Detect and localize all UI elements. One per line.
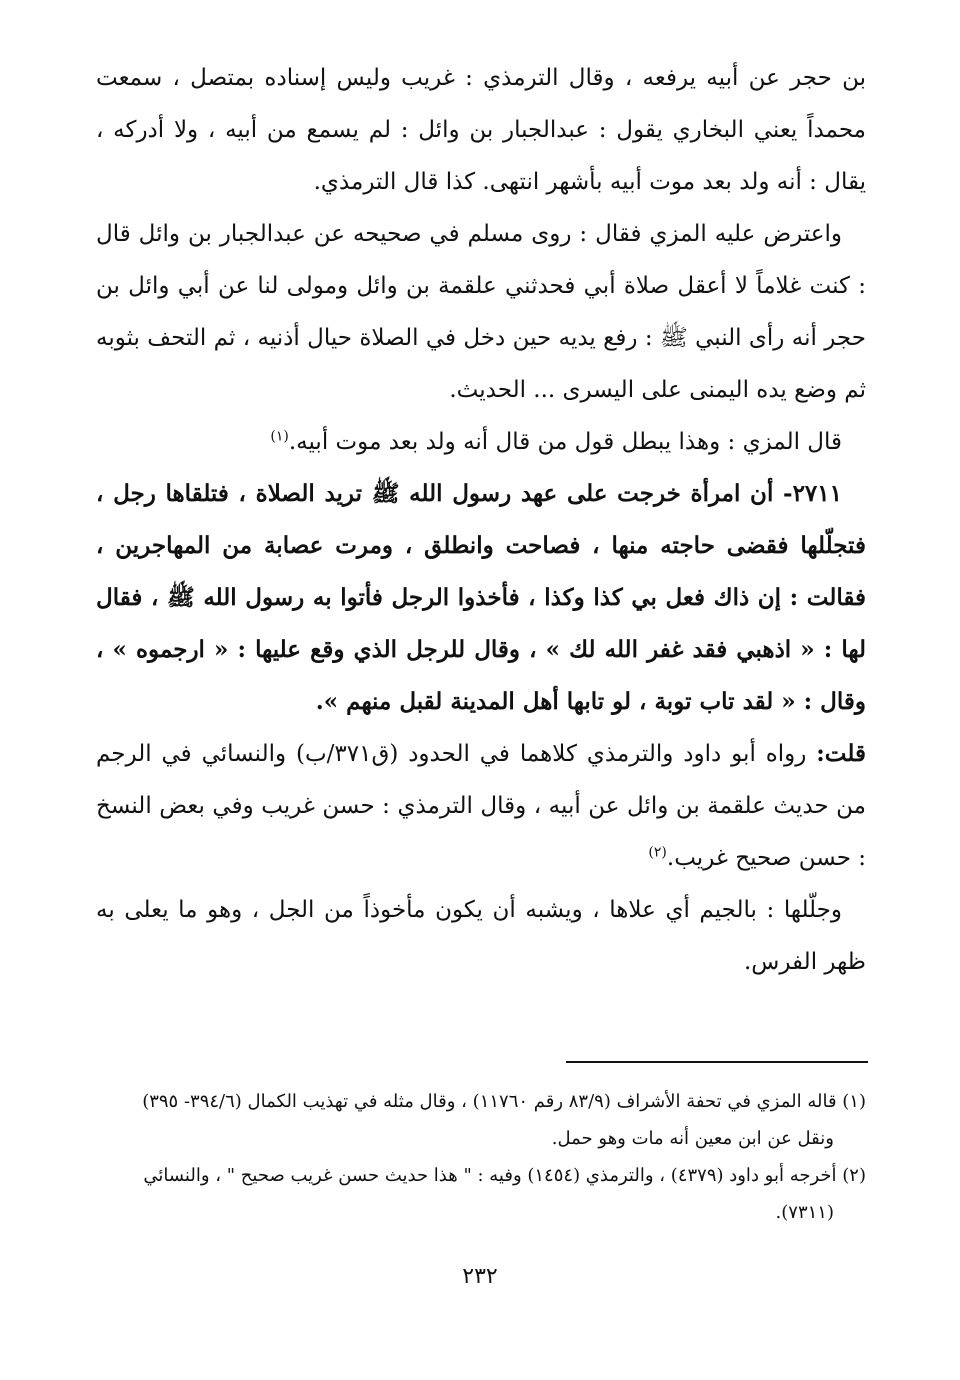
footnotes xyxy=(96,1083,866,1231)
takhrij-text: رواه أبو داود والترمذي كلاهما في الحدود (ق٣٧١/ب) والنسائي في الرجم من حديث علقمة بن وائل عن أبيه ، وقال الترمذي : حسن غريب وفي بعض النسخ : حسن صحيح غريب. xyxy=(96,741,866,871)
footnote-ref-2: (٢) xyxy=(648,844,667,861)
paragraph-takhrij xyxy=(96,728,866,884)
mizzi-conclusion-text: قال المزي : وهذا يبطل قول من قال أنه ولد بعد موت أبيه. xyxy=(288,429,842,455)
qultu-label: قلت: xyxy=(816,740,866,767)
footnote-ref-1: (١) xyxy=(270,428,289,445)
footnote-1-line-1: (١) قاله المزي في تحفة الأشراف (٨٣/٩ رقم ١١٧٦٠) ، وقال مثله في تهذيب الكمال (٣٩٤/٦- ٣٩٥) xyxy=(142,1091,866,1112)
paragraph-continuation: بن حجر عن أبيه يرفعه ، وقال الترمذي : غريب وليس إسناده بمتصل ، سمعت محمداً يعني البخاري يقول : عبدالجبار بن وائل : لم يسمع من أبيه ، ولا أدركه ، يقال : أنه ولد بعد موت أبيه بأشهر انتهى. كذا قال الترمذي. xyxy=(96,65,866,195)
footnote-2-line-1: (٢) أخرجه أبو داود (٤٣٧٩) ، والترمذي (١٤٥٤) وفيه : " هذا حديث حسن غريب صحيح " ، والنسائي xyxy=(143,1165,866,1186)
page-number: ٢٣٢ xyxy=(462,1264,498,1289)
footnote-separator xyxy=(566,1061,868,1063)
hadith-2711: ٢٧١١- أن امرأة خرجت على عهد رسول الله ﷺ تريد الصلاة ، فتلقاها رجل ، فتجلّلها فقضى حاجته منها ، فصاحت وانطلق ، ومرت عصابة من المهاجرين ، فقالت : إن ذاك فعل بي كذا وكذا ، فأخذوا الرجل فأتوا به رسول الله ﷺ ، فقال لها : « اذهبي فقد غفر الله لك » ، وقال للرجل الذي وقع عليها : « ارجموه » ، وقال : « لقد تاب توبة ، لو تابها أهل المدينة لقبل منهم ». xyxy=(96,480,866,715)
footnote-2-line-2: (٧٣١١). xyxy=(775,1202,834,1223)
paragraph-mizzi-conclusion xyxy=(96,416,866,468)
paragraph-mizzi-objection: واعترض عليه المزي فقال : روى مسلم في صحيحه عن عبدالجبار بن وائل قال : كنت غلاماً لا أعقل صلاة أبي فحدثني علقمة بن وائل ومولى لنا عن أبي وائل بن حجر أنه رأى النبي ﷺ : رفع يديه حين دخل في الصلاة حيال أذنيه ، ثم التحف بثوبه ثم وضع يده اليمنى على اليسرى ... الحديث. xyxy=(96,221,866,403)
footnote-1-line-2: ونقل عن ابن معين أنه مات وهو حمل. xyxy=(551,1128,834,1149)
main-text xyxy=(96,52,866,988)
paragraph-gloss: وجلّلها : بالجيم أي علاها ، ويشبه أن يكون مأخوذاً من الجل ، وهو ما يعلى به ظهر الفرس. xyxy=(96,897,866,975)
